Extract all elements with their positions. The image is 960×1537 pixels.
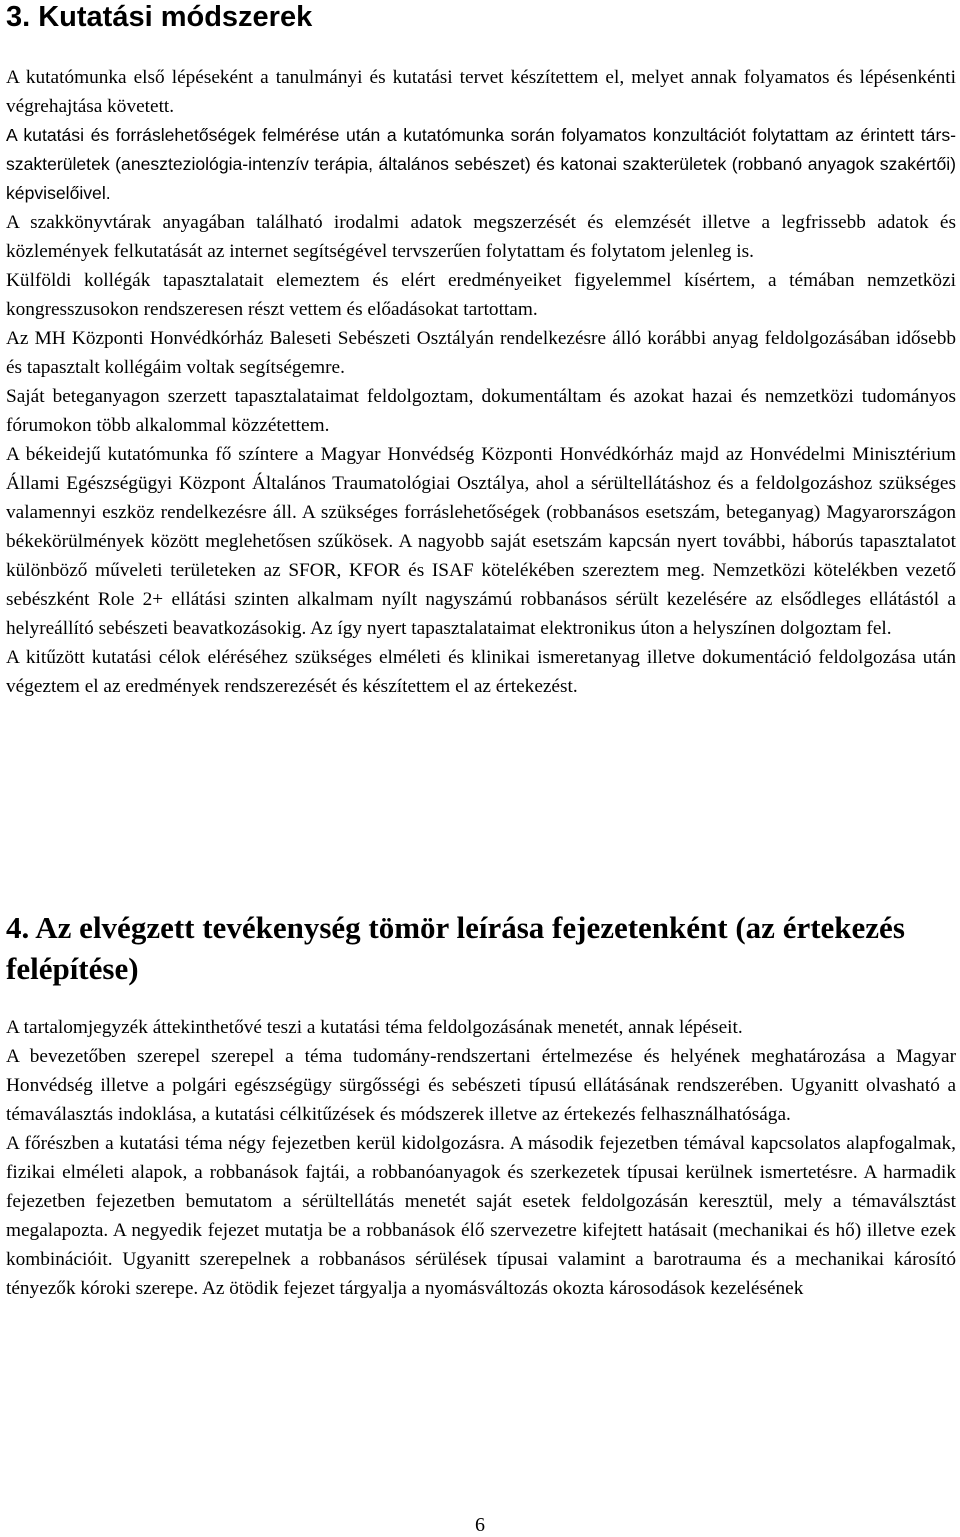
section-3-paragraph: A békeidejű kutatómunka fő színtere a Magyar Honvédség Központi Honvédkórház majd az Honvédelmi Minisztérium Állami Egészségügyi Központ Általános Traumatológiai Osztálya, ahol a sérültellátáshoz és a feldolgozáshoz szükséges valamennyi eszköz rendelkezésre áll. A szükséges forráslehetőségek (robbanásos esetszám, beteganyag) Magyarországon békekörülmények között meglehetősen szűkösek. A nagyobb saját esetszám kapcsán nyert további, háborús tapasztalatot különböző műveleti területeken az SFOR, KFOR és ISAF kötelékében szereztem meg. Nemzetközi kötelékben vezető sebészként Role 2+ ellátási szinten alkalmam nyílt nagyszámú robbanásos sérült kezelésére az elsődleges ellátástól a helyreállító sebészeti beavatkozásokig. Az így nyert tapasztalataimat elektronikus úton a helyszínen dolgoztam fel.	[6, 444, 956, 639]
section-4-body	[6, 1013, 956, 1303]
section-3-paragraph: Az MH Központi Honvédkórház Baleseti Sebészeti Osztályán rendelkezésre álló korábbi anyag feldolgozásában idősebb és tapasztalt kollégáim voltak segítségemre.	[6, 328, 956, 378]
section-4-paragraph: A bevezetőben szerepel szerepel a téma tudomány-rendszertani értelmezése és helyének meghatározása a Magyar Honvédség illetve a polgári egészségügy sürgősségi és sebészeti típusú ellátásának rendszerében. Ugyanitt olvasható a témaválasztás indoklása, a kutatási célkitűzések és módszerek illetve az értekezés felhasználhatósága.	[6, 1046, 956, 1125]
section-3-paragraph: Külföldi kollégák tapasztalatait elemeztem és elért eredményeiket figyelemmel kísértem, a témában nemzetközi kongresszusokon rendszeresen részt vettem és előadásokat tartottam.	[6, 270, 956, 320]
section-3-paragraph: Saját beteganyagon szerzett tapasztalataimat feldolgoztam, dokumentáltam és azokat hazai és nemzetközi tudományos fórumokon több alkalommal közzétettem.	[6, 386, 956, 436]
page-number: 6	[475, 1514, 485, 1536]
section-3-body	[6, 63, 956, 701]
section-4-title: 4. Az elvégzett tevékenység tömör leírása fejezetenként (az értekezés felépítése)	[6, 910, 905, 986]
section-3-paragraph: A kutatási és forráslehetőségek felmérése után a kutatómunka során folyamatos konzultációt folytattam az érintett társ-szakterületek (aneszteziológia-intenzív terápia, általános sebészet) és katonai szakterületek (robbanó anyagok szakértői) képviselőivel.	[6, 125, 956, 203]
section-3-title: 3. Kutatási módszerek	[6, 1, 313, 33]
section-3-paragraph: A kutatómunka első lépéseként a tanulmányi és kutatási tervet készítettem el, melyet annak folyamatos és lépésenkénti végrehajtása követett.	[6, 67, 956, 117]
section-3-paragraph: A szakkönyvtárak anyagában található irodalmi adatok megszerzését és elemzését illetve a legfrissebb adatok és közlemények felkutatását az internet segítségével tervszerűen folytattam és folytatom jelenleg is.	[6, 212, 956, 262]
section-4-paragraph: A főrészben a kutatási téma négy fejezetben kerül kidolgozásra. A második fejezetben témával kapcsolatos alapfogalmak, fizikai elméleti alapok, a robbanások fajtái, a robbanóanyagok és szerkezetek típusai kerülnek ismertetésre. A harmadik fejezetben fejezetben bemutatom a sérültellátás menetét saját esetek feldolgozásán keresztül, mely a témaválsztást megalapozta. A negyedik fejezet mutatja be a robbanások élő szervezetre kifejtett hatásait (mechanikai és hő) illetve ezek kombinációit. Ugyanitt szerepelnek a robbanásos sérülések típusai valamint a barotrauma és a mechanikai károsító tényezők kóroki szerepe. Az ötödik fejezet tárgyalja a nyomásváltozás okozta károsodások kezelésének	[6, 1133, 956, 1299]
section-4-paragraph: A tartalomjegyzék áttekinthetővé teszi a kutatási téma feldolgozásának menetét, annak lépéseit.	[6, 1017, 743, 1038]
section-3-paragraph: A kitűzött kutatási célok eléréséhez szükséges elméleti és klinikai ismeretanyag illetve dokumentáció feldolgozása után végeztem el az eredmények rendszerezését és készítettem el az értekezést.	[6, 647, 956, 697]
